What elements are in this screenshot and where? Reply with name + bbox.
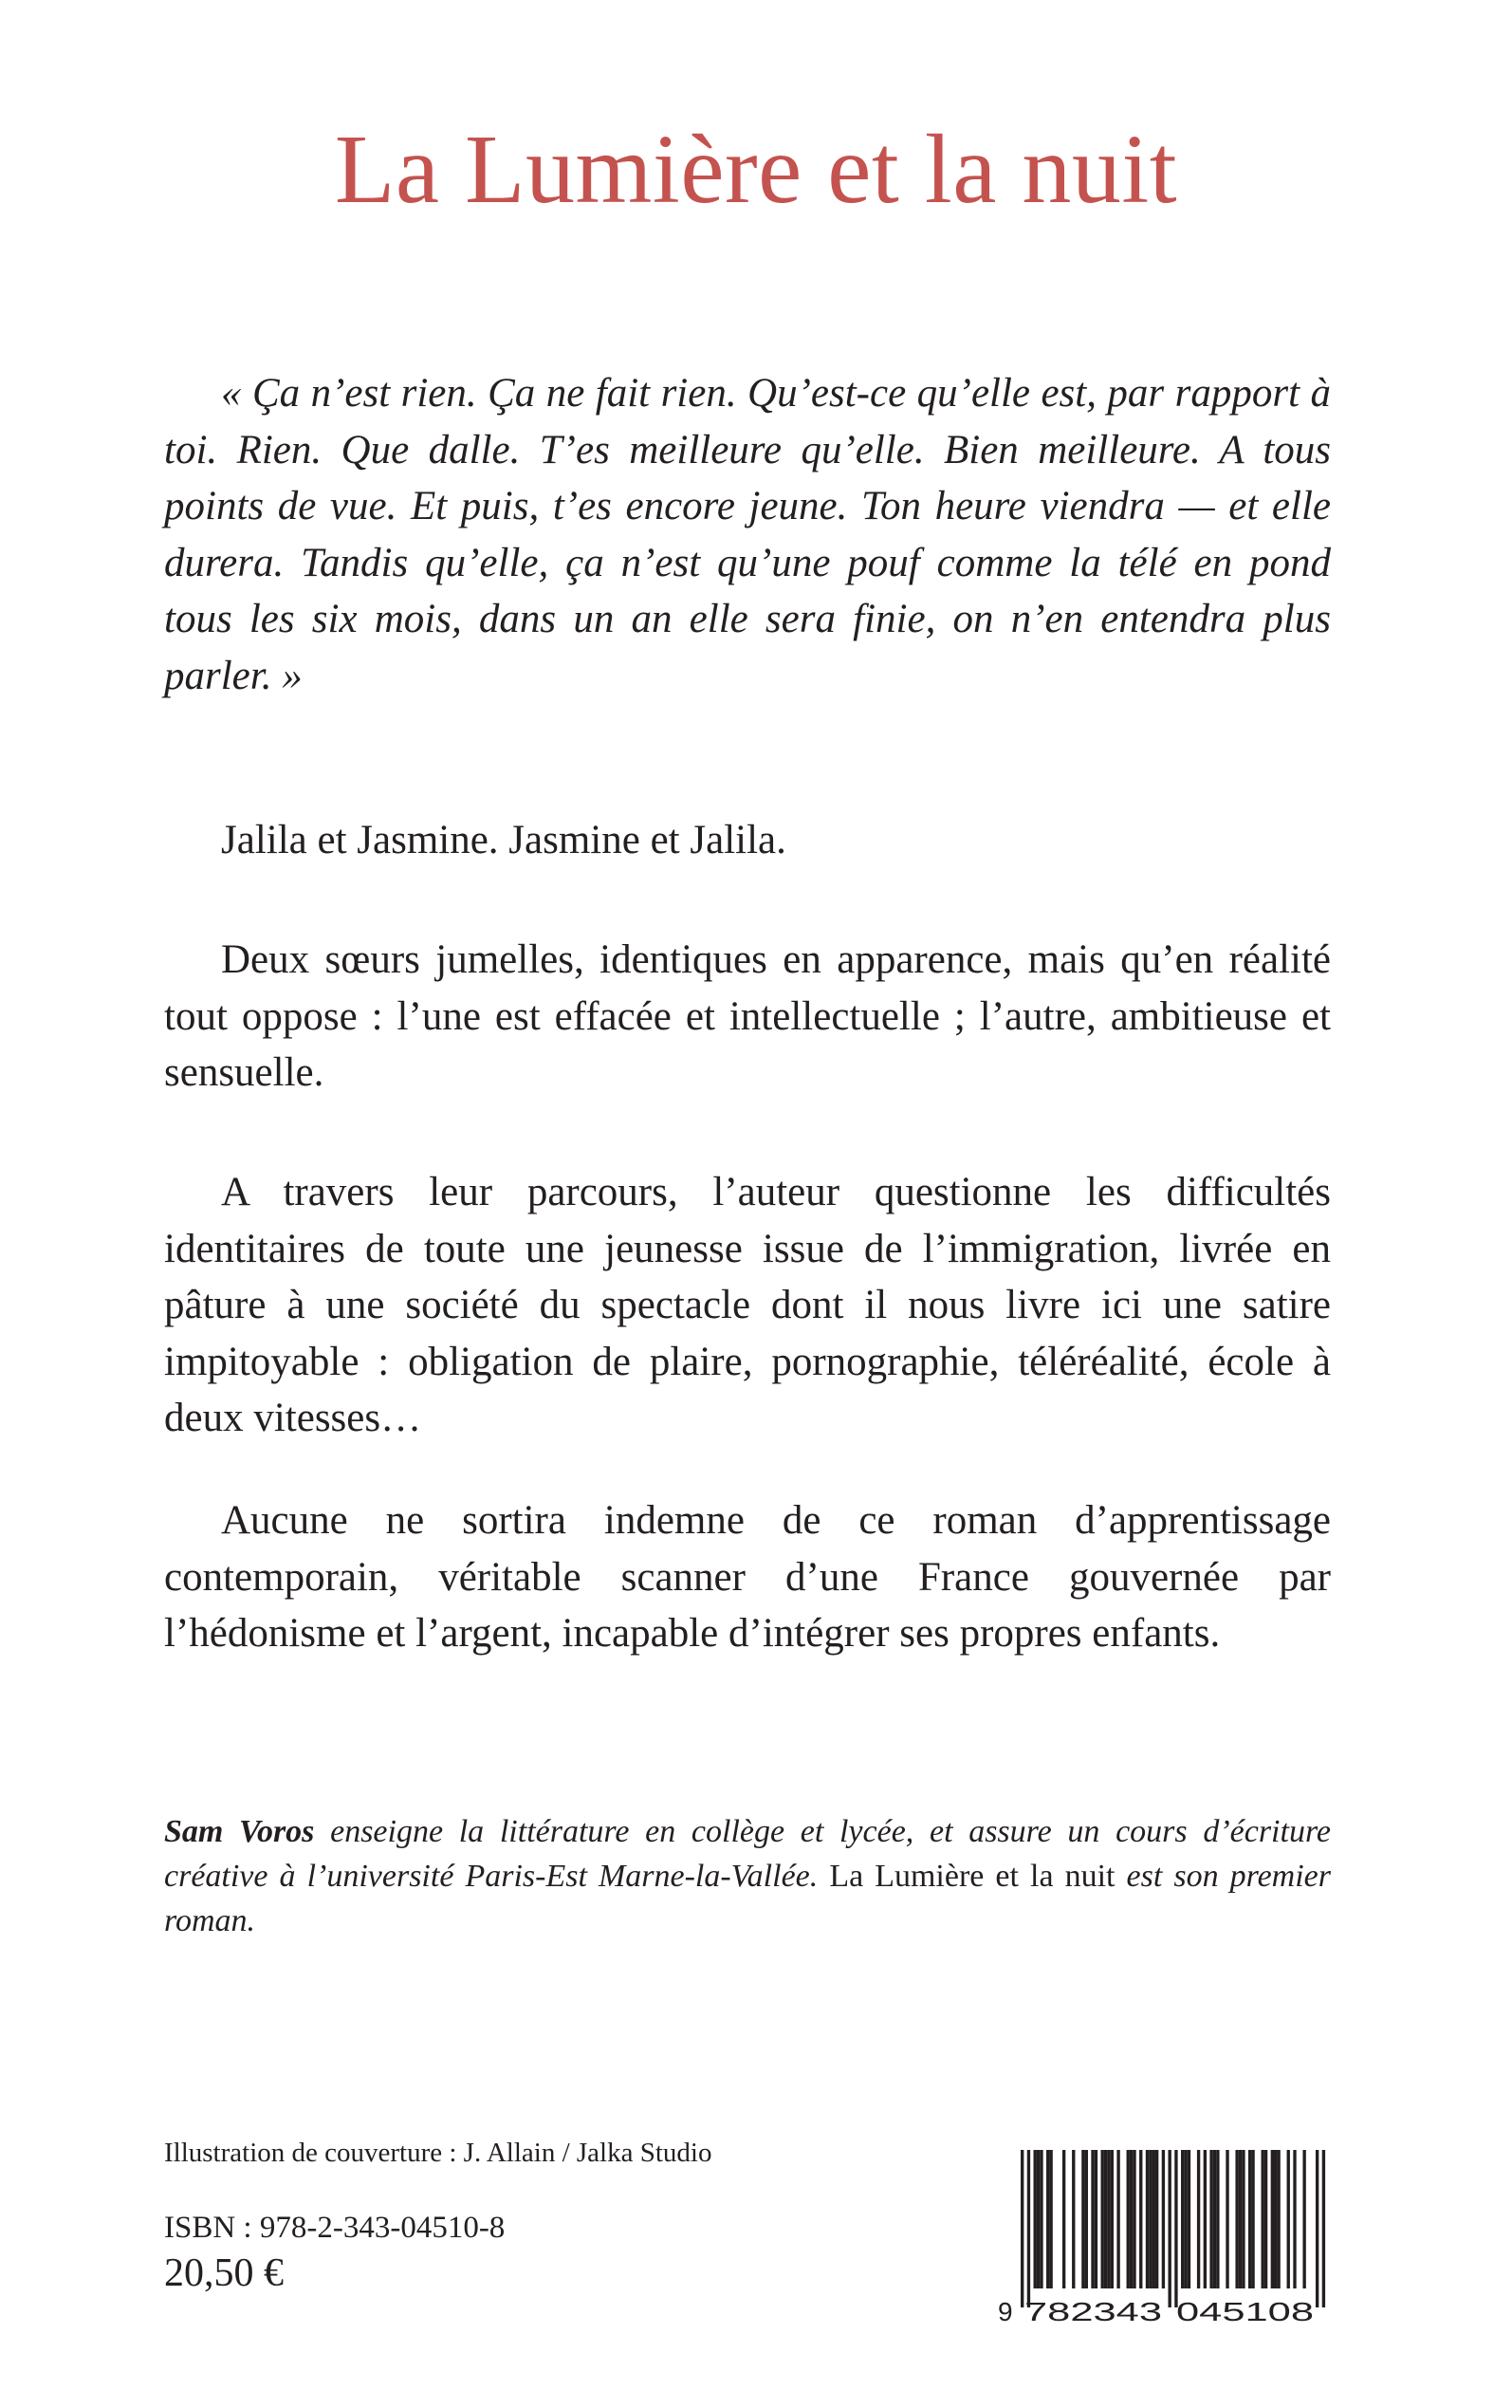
excerpt-quote: « Ça n’est rien. Ça ne fait rien. Qu’est-ce qu’elle est, par rapport à toi. Rien. Que dalle. T’es meilleure qu’elle. Bien meilleure. A tous points de vue. Et puis, t’es encore jeune. Ton heure viendra — et elle durera. Tandis qu’elle, ça n’est qu’une pouf comme la télé en pond tous les six mois, dans un an elle sera finie, on n’en entendra plus parler. »	[164, 371, 1331, 698]
barcode-bar	[1204, 2150, 1207, 2288]
barcode-bar	[1287, 2150, 1290, 2288]
isbn-barcode	[996, 2146, 1333, 2326]
barcode-bar	[1162, 2150, 1165, 2288]
barcode-bar	[1239, 2150, 1242, 2288]
bio-text-before: enseigne la littérature en collège et lycée, et assure un cours d’écriture créative à l’université Paris-Est Marne-la-Vallée.	[164, 1814, 1332, 1894]
barcode-bar	[1139, 2150, 1142, 2288]
barcode-bar	[1146, 2150, 1149, 2288]
barcode-bar	[1302, 2150, 1305, 2288]
barcode-bar	[1072, 2150, 1075, 2288]
barcode-bar	[1027, 2150, 1030, 2307]
barcode-bar	[1168, 2150, 1171, 2307]
barcode-bar	[1049, 2150, 1052, 2288]
barcode-bar	[1111, 2150, 1114, 2288]
isbn: ISBN : 978-2-343-04510-8	[164, 2211, 506, 2245]
barcode-bar	[1034, 2150, 1037, 2288]
barcode-bar	[1037, 2150, 1040, 2288]
price: 20,50 €	[164, 2251, 284, 2295]
paragraph-3: A travers leur parcours, l’auteur questionne les difficultés identitaires de toute une jeunesse issue de l’immigration, livrée en pâture à une société du spectacle dont il nous livre ici une satire impitoyable : obligation de plaire, pornographie, téléréalité, école à deux vitesses…	[164, 1170, 1331, 1440]
author-bio	[164, 1809, 1331, 1943]
barcode-bar	[1130, 2150, 1133, 2288]
barcode-bar	[1316, 2150, 1318, 2307]
barcode-bar	[1091, 2150, 1094, 2288]
barcode-bar	[1184, 2150, 1187, 2288]
barcode-left-digits: 782343	[1024, 2297, 1162, 2326]
barcode-bar	[1216, 2150, 1219, 2288]
barcode-bar	[1152, 2150, 1155, 2288]
barcode-bar	[1174, 2150, 1177, 2307]
paragraph-4: Aucune ne sortira indemne de ce roman d’apprentissage contemporain, véritable scanner d’une France gouvernée par l’hédonisme et l’argent, incapable d’intégrer ses propres enfants.	[164, 1498, 1331, 1656]
barcode-bar	[1226, 2150, 1228, 2288]
paragraph-2: Deux sœurs jumelles, identiques en apparence, mais qu’en réalité tout oppose : l’une est effacée et intellectuelle ; l’autre, ambitieuse et sensuelle.	[164, 937, 1331, 1095]
barcode-right-digits: 045108	[1176, 2297, 1314, 2326]
barcode-bar	[1188, 2150, 1190, 2288]
barcode-bar	[1209, 2150, 1212, 2288]
barcode-bar	[1277, 2150, 1280, 2288]
barcode-bar	[1262, 2150, 1264, 2288]
barcode-bar	[1116, 2150, 1119, 2288]
barcode-bar	[1046, 2150, 1049, 2288]
barcode-bar	[1133, 2150, 1135, 2288]
barcode-bar	[1085, 2150, 1088, 2288]
illustration-credit: Illustration de couverture : J. Allain / Jalka Studio	[164, 2138, 712, 2168]
bio-book-title: La Lumière et la nuit	[829, 1859, 1116, 1894]
barcode-bar	[1322, 2150, 1325, 2307]
barcode-bar	[1062, 2150, 1065, 2288]
barcode-bar	[1021, 2150, 1023, 2307]
barcode-bar	[1293, 2150, 1296, 2288]
bio-text-after: est son premier roman.	[164, 1859, 1331, 1938]
paragraph-1: Jalila et Jasmine. Jasmine et Jalila.	[221, 818, 786, 862]
barcode-bar	[1149, 2150, 1152, 2288]
barcode-bar	[1107, 2150, 1110, 2288]
barcode-first-digit: 9	[998, 2297, 1013, 2326]
author-name: Sam Voros	[164, 1814, 315, 1849]
barcode-bar	[1248, 2150, 1251, 2288]
barcode-bar	[1271, 2150, 1274, 2288]
barcode-bar	[1104, 2150, 1107, 2288]
barcode-bar	[1127, 2150, 1130, 2288]
barcode-bar	[1181, 2150, 1184, 2288]
barcode-bar	[1095, 2150, 1097, 2288]
barcode-bar	[1235, 2150, 1238, 2288]
barcode-bar	[1242, 2150, 1245, 2288]
barcode-bar	[1274, 2150, 1277, 2288]
barcode-bar	[1251, 2150, 1254, 2288]
barcode-bar	[1081, 2150, 1084, 2288]
book-title: La Lumière et la nuit	[334, 115, 1178, 224]
barcode-bar	[1155, 2150, 1158, 2288]
barcode-bar	[1040, 2150, 1042, 2288]
barcode-bar	[1264, 2150, 1267, 2288]
barcode-bar	[1213, 2150, 1216, 2288]
barcode-bar	[1197, 2150, 1200, 2288]
barcode-bar	[1101, 2150, 1104, 2288]
